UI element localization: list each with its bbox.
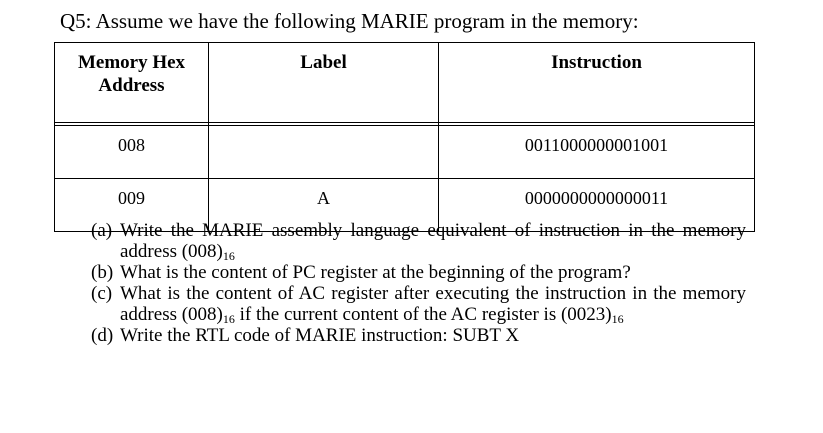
header-memory-line2: Address	[98, 75, 165, 96]
header-instruction-text: Instruction	[551, 52, 642, 73]
cell-address: 008	[55, 126, 209, 179]
part-text: Write the RTL code of MARIE instruction: SUBT X	[120, 325, 520, 346]
question-part-d	[91, 325, 746, 346]
part-label: (c)	[91, 283, 113, 304]
header-memory-line1: Memory Hex	[77, 52, 186, 73]
cell-label	[209, 126, 439, 179]
cell-instruction: 0011000000001001	[439, 126, 755, 179]
part-text: What is the content of PC register at the beginning of the program?	[120, 262, 631, 283]
question-title: Q5: Assume we have the following MARIE program in the memory:	[60, 9, 639, 33]
question-part-a	[91, 220, 746, 262]
header-label	[209, 43, 439, 123]
question-part-b	[91, 262, 746, 283]
memory-table	[54, 42, 755, 232]
table-header-row	[55, 43, 755, 123]
table-row	[55, 126, 755, 179]
part-label: (a)	[91, 220, 113, 241]
header-memory-hex-address	[55, 43, 209, 123]
cell-address: 009	[55, 179, 209, 232]
part-label: (d)	[91, 325, 114, 346]
part-text: Write the MARIE assembly language equivalent of instruction in the memory address $(008)_{16}$	[120, 220, 746, 263]
question-part-c	[91, 283, 746, 325]
question-parts	[91, 220, 746, 346]
part-text: What is the content of AC register after executing the instruction in the memory address $(008)_{16}$ if the current content of the AC register is $(0023)_{16}$	[120, 283, 746, 326]
header-instruction	[439, 43, 755, 123]
cell-instruction: 0000000000000011	[439, 179, 755, 232]
cell-label: A	[209, 179, 439, 232]
header-label-text: Label	[300, 52, 347, 73]
part-label: (b)	[91, 262, 114, 283]
